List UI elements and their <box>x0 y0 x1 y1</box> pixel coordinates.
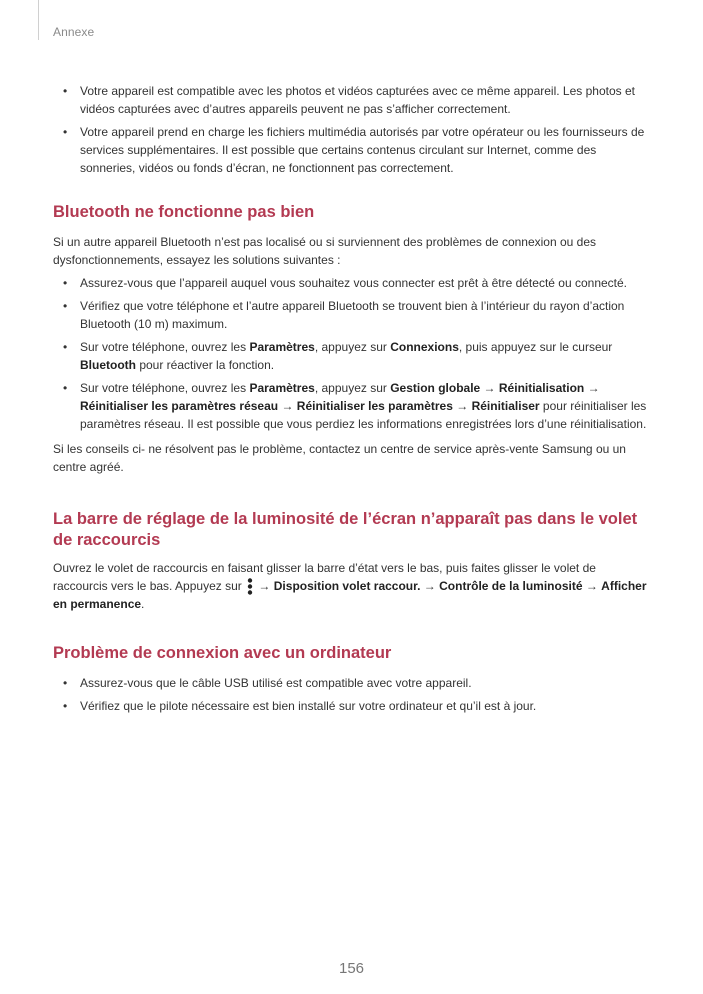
menu-path-reset-settings: Réinitialiser les paramètres <box>296 399 453 413</box>
brightness-paragraph: Ouvrez le volet de raccourcis en faisant glisser la barre d’état vers le bas, puis faites glisser le volet de raccourcis vers le bas. Appuyez sur → Disposition volet raccour. → Contrôle de la luminosité → Afficher en permanence. <box>53 561 647 611</box>
bullet-icon: • <box>63 676 68 690</box>
intro-bullet-list <box>53 82 653 177</box>
page-number: 156 <box>338 960 365 977</box>
menu-path-reset: Réinitialisation <box>498 381 585 395</box>
menu-path-settings: Paramètres <box>249 340 315 354</box>
bluetooth-heading: Bluetooth ne fonctionne pas bien <box>53 203 315 221</box>
menu-path-general-management: Gestion globale <box>390 381 481 395</box>
bullet-icon: • <box>63 381 68 395</box>
arrow-icon: → <box>582 579 602 593</box>
menu-path-reset-confirm: Réinitialiser <box>471 399 540 413</box>
arrow-icon: → <box>480 381 499 395</box>
arrow-icon: → <box>420 579 440 593</box>
menu-path-connections: Connexions <box>390 340 459 354</box>
menu-path-bluetooth: Bluetooth <box>80 358 136 372</box>
arrow-icon: → <box>452 399 472 413</box>
menu-path-brightness-control: Contrôle de la luminosité <box>439 579 583 593</box>
list-item: • Sur votre téléphone, ouvrez les Paramètres, appuyez sur Gestion globale → Réinitialisation → Réinitialiser les paramètres réseau → Réinitialiser les paramètres → Réinitialiser pour réinitialiser les paramètres réseau. Il est possible que vous perdiez les informations enregistrées lors d’une réinitialisation. <box>63 381 647 431</box>
page-content <box>53 82 653 720</box>
more-options-icon <box>247 578 253 595</box>
list-item: • Vérifiez que votre téléphone et l’autre appareil Bluetooth se trouvent bien à l’intérieur du rayon d’action Bluetooth (10 m) maximum. <box>63 299 625 331</box>
arrow-icon: → <box>278 399 297 413</box>
bluetooth-intro: Si un autre appareil Bluetooth n’est pas localisé ou si surviennent des problèmes de connexion ou des dysfonctionnements, essayez les solutions suivantes : <box>53 235 597 267</box>
arrow-icon: → <box>255 579 274 593</box>
bullet-icon: • <box>63 340 68 354</box>
bluetooth-footnote: Si les conseils ci- ne résolvent pas le problème, contactez un centre de service après-vente Samsung ou un centre agréé. <box>53 442 626 474</box>
menu-path-show-always: Afficher en permanence <box>53 579 647 611</box>
bullet-icon: • <box>63 276 68 290</box>
bullet-icon: • <box>63 699 68 713</box>
menu-path-settings: Paramètres <box>249 381 315 395</box>
arrow-icon: → <box>584 381 600 395</box>
bullet-icon: • <box>63 125 68 139</box>
list-item: • Vérifiez que le pilote nécessaire est bien installé sur votre ordinateur et qu’il est à jour. <box>63 699 537 713</box>
list-item: • Votre appareil prend en charge les fichiers multimédia autorisés par votre opérateur ou les fournisseurs de services supplémentaires. Il est possible que certains contenus circulant sur Internet, comme des sonneries, vidéos ou fonds d’écran, ne fonctionnent pas correctement. <box>63 125 645 175</box>
bullet-icon: • <box>63 299 68 313</box>
header-rule <box>38 0 39 40</box>
section-header: Annexe <box>53 25 95 39</box>
menu-path-panel-layout: Disposition volet raccour. <box>273 579 421 593</box>
list-item: • Assurez-vous que l’appareil auquel vous souhaitez vous connecter est prêt à être détecté ou connecté. <box>63 276 628 290</box>
brightness-heading: La barre de réglage de la luminosité de l’écran n’apparaît pas dans le volet de raccourcis <box>53 510 638 549</box>
menu-path-reset-network: Réinitialiser les paramètres réseau <box>80 399 279 413</box>
computer-heading: Problème de connexion avec un ordinateur <box>53 644 392 662</box>
list-item: • Votre appareil est compatible avec les photos et vidéos capturées avec ce même appareil. Les photos et vidéos capturées avec d’autres appareils peuvent ne pas s’afficher correctement. <box>63 84 635 116</box>
computer-bullet-list <box>53 674 653 715</box>
list-item: • Assurez-vous que le câble USB utilisé est compatible avec votre appareil. <box>63 676 472 690</box>
bullet-icon: • <box>63 84 68 98</box>
bluetooth-bullet-list <box>53 274 653 433</box>
list-item: • Sur votre téléphone, ouvrez les Paramètres, appuyez sur Connexions, puis appuyez sur le curseur Bluetooth pour réactiver la fonction. <box>63 340 613 372</box>
